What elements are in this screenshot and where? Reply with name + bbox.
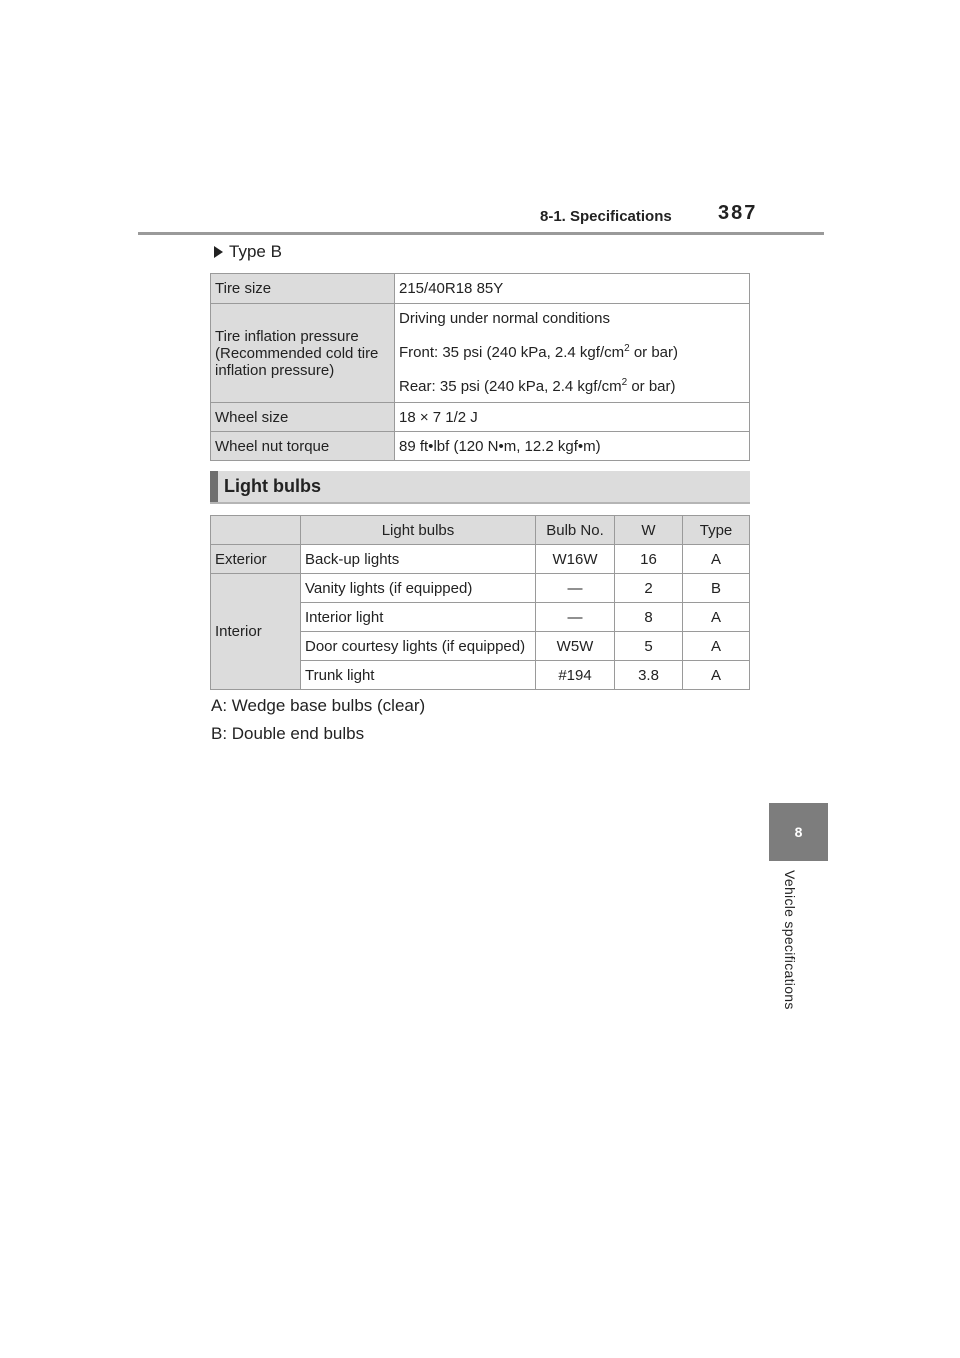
spec-key: Tire size <box>211 274 395 304</box>
table-row <box>211 304 750 403</box>
light-bulbs-table <box>210 515 750 690</box>
triangle-arrow-icon <box>214 246 223 258</box>
pressure-condition: Driving under normal conditions <box>399 310 610 327</box>
spec-value: 18 × 7 1/2 J <box>395 403 750 432</box>
heading-bar <box>210 471 218 502</box>
section-title: 8-1. Specifications <box>540 208 672 225</box>
bulb-name: Back-up lights <box>301 545 536 574</box>
tire-spec-table <box>210 273 750 461</box>
type-label-text: Type B <box>229 242 282 261</box>
spec-value: 215/40R18 85Y <box>395 274 750 304</box>
bulb-number: — <box>536 603 615 632</box>
page-number: 387 <box>718 202 758 224</box>
bulb-type: A <box>683 603 750 632</box>
heading-title: Light bulbs <box>224 476 321 496</box>
type-label <box>214 242 282 262</box>
bulb-type: B <box>683 574 750 603</box>
table-header-row <box>211 516 750 545</box>
spec-key: Tire inflation pressure (Recommended cold tire inflation pressure) <box>211 304 395 403</box>
bulb-number: — <box>536 574 615 603</box>
note-wedge: A: Wedge base bulbs (clear) <box>211 696 426 715</box>
spec-key: Wheel nut torque <box>211 432 395 461</box>
group-cell: Exterior <box>211 545 301 574</box>
spec-value: 89 ft•lbf (120 N•m, 12.2 kgf•m) <box>395 432 750 461</box>
column-header <box>211 516 301 545</box>
bulb-number: W16W <box>536 545 615 574</box>
note-double-end: B: Double end bulbs <box>211 724 365 743</box>
table-row <box>211 274 750 304</box>
light-bulbs-heading <box>210 471 750 504</box>
column-header: Light bulbs <box>301 516 536 545</box>
header-rule <box>138 232 824 235</box>
column-header: W <box>615 516 683 545</box>
bulb-type: A <box>683 632 750 661</box>
bulb-name: Interior light <box>301 603 536 632</box>
bulb-watts: 3.8 <box>615 661 683 690</box>
spec-value <box>395 304 750 403</box>
bulb-type: A <box>683 661 750 690</box>
table-row <box>211 574 750 603</box>
spec-key: Wheel size <box>211 403 395 432</box>
pressure-rear: Rear: 35 psi (240 kPa, 2.4 kgf/$cm^2$ or bar) <box>399 377 676 395</box>
table-row <box>211 432 750 461</box>
chapter-label: Vehicle specifications <box>782 870 798 1010</box>
bulb-watts: 8 <box>615 603 683 632</box>
bulb-watts: 16 <box>615 545 683 574</box>
bulb-type: A <box>683 545 750 574</box>
bulb-name: Trunk light <box>301 661 536 690</box>
bulb-number: #194 <box>536 661 615 690</box>
bulb-watts: 5 <box>615 632 683 661</box>
pressure-front: Front: 35 psi (240 kPa, 2.4 kgf/$cm^2$ or bar) <box>399 343 679 361</box>
bulb-name: Vanity lights (if equipped) <box>301 574 536 603</box>
bulb-name: Door courtesy lights (if equipped) <box>301 632 536 661</box>
chapter-tab: 8 <box>769 803 828 861</box>
bulb-number: W5W <box>536 632 615 661</box>
column-header: Type <box>683 516 750 545</box>
table-row <box>211 403 750 432</box>
bulb-watts: 2 <box>615 574 683 603</box>
table-row <box>211 545 750 574</box>
group-cell: Interior <box>211 574 301 690</box>
column-header: Bulb No. <box>536 516 615 545</box>
page-header <box>0 0 960 240</box>
